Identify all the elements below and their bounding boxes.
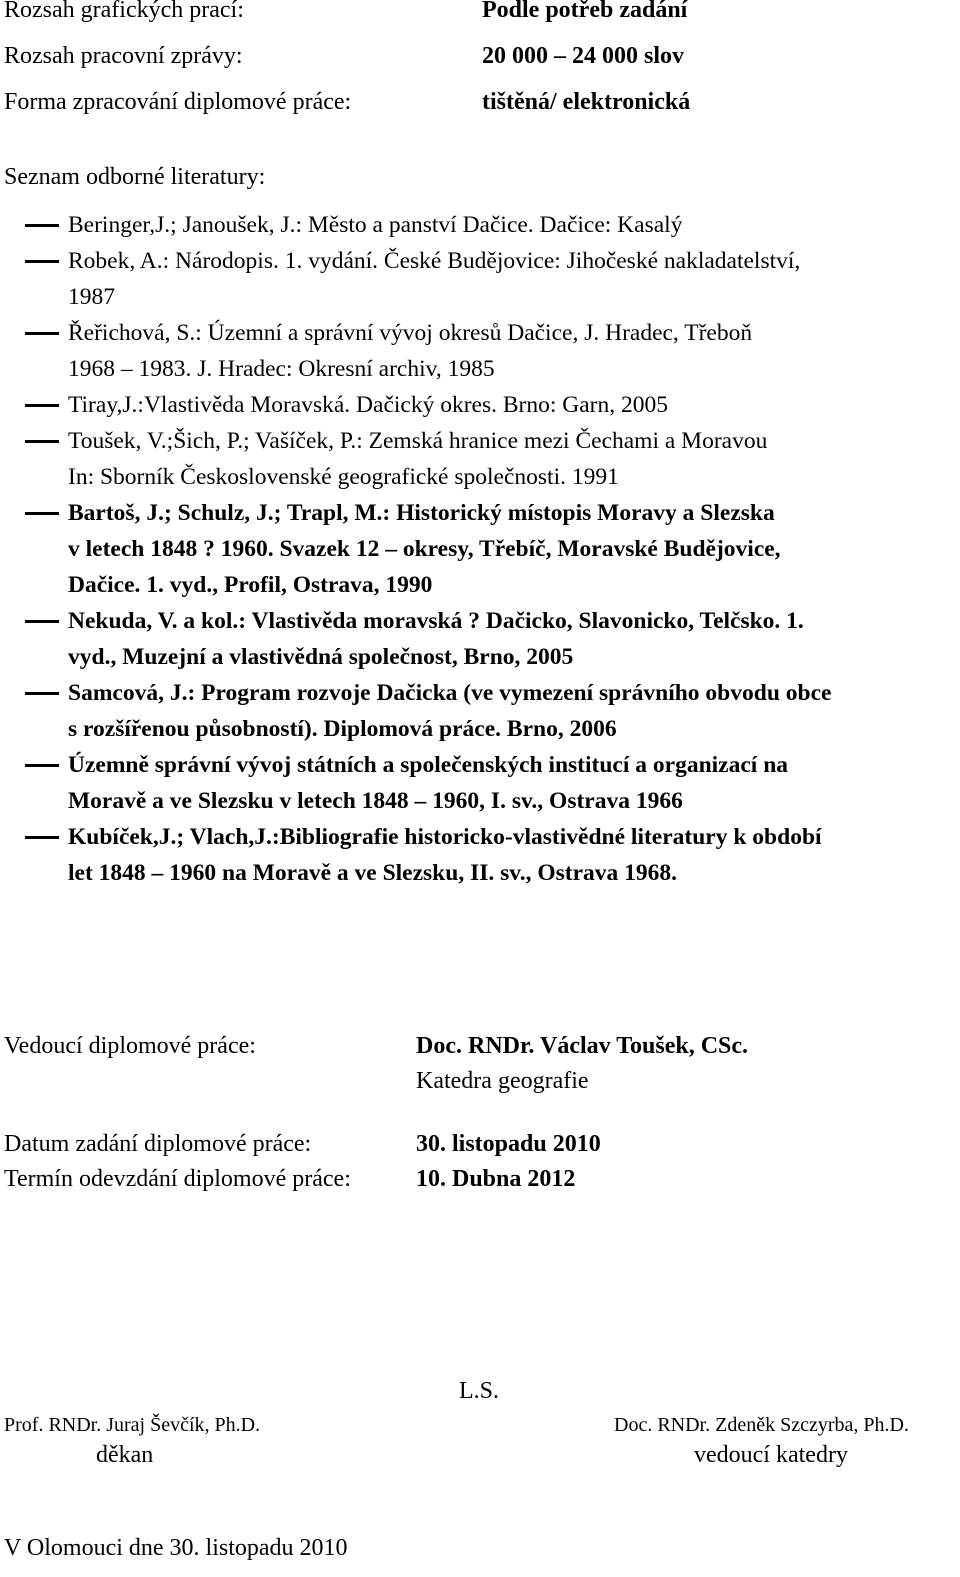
literature-line: s rozšířenou působností). Diplomová práce. Brno, 2006: [68, 716, 617, 742]
literature-line: Moravě a ve Slezsku v letech 1848 – 1960, I. sv., Ostrava 1966: [68, 788, 683, 814]
dash-bullet-icon: [25, 332, 59, 335]
literature-line: Samcová, J.: Program rozvoje Dačicka (ve vymezení správního obvodu obce: [68, 680, 832, 706]
dash-bullet-icon: [25, 620, 59, 623]
dash-bullet-icon: [25, 440, 59, 443]
seal-mark: L.S.: [459, 1378, 500, 1404]
literature-line: Beringer,J.; Janoušek, J.: Město a panství Dačice. Dačice: Kasalý: [68, 212, 683, 238]
dean-name: Prof. RNDr. Juraj Ševčík, Ph.D.: [4, 1414, 261, 1436]
literature-line: vyd., Muzejní a vlastivědná společnost, Brno, 2005: [68, 644, 574, 670]
dash-bullet-icon: [25, 260, 59, 263]
supervisor-label: Vedoucí diplomové práce:: [4, 1033, 256, 1059]
dash-bullet-icon: [25, 764, 59, 767]
literature-line: v letech 1848 ? 1960. Svazek 12 – okresy, Třebíč, Moravské Budějovice,: [68, 536, 781, 562]
literature-line: Bartoš, J.; Schulz, J.; Trapl, M.: Historický místopis Moravy a Slezska: [68, 500, 775, 526]
literature-line: Kubíček,J.; Vlach,J.:Bibliografie historicko-vlastivědné literatury k období: [68, 824, 822, 850]
place-date: V Olomouci dne 30. listopadu 2010: [4, 1535, 348, 1561]
literature-line: 1968 – 1983. J. Hradec: Okresní archiv, 1985: [68, 356, 495, 382]
assignment-date-value: 30. listopadu 2010: [416, 1131, 601, 1157]
field-label-thesis-form: Forma zpracování diplomové práce:: [4, 89, 352, 115]
field-label-report-scope: Rozsah pracovní zprávy:: [4, 43, 243, 69]
literature-line: Robek, A.: Národopis. 1. vydání. České Budějovice: Jihočeské nakladatelství,: [68, 248, 801, 274]
assignment-date-label: Datum zadání diplomové práce:: [4, 1131, 312, 1157]
dash-bullet-icon: [25, 512, 59, 515]
supervisor-department: Katedra geografie: [416, 1068, 589, 1094]
literature-line: let 1848 – 1960 na Moravě a ve Slezsku, II. sv., Ostrava 1968.: [68, 860, 678, 886]
literature-line: Řeřichová, S.: Územní a správní vývoj okresů Dačice, J. Hradec, Třeboň: [68, 320, 753, 346]
field-value-thesis-form: tištěná/ elektronická: [482, 89, 691, 115]
literature-line: Nekuda, V. a kol.: Vlastivěda moravská ? Dačicko, Slavonicko, Telčsko. 1.: [68, 608, 804, 634]
submission-date-label: Termín odevzdání diplomové práce:: [4, 1166, 351, 1192]
dash-bullet-icon: [25, 836, 59, 839]
submission-date-value: 10. Dubna 2012: [416, 1166, 576, 1192]
literature-heading: Seznam odborné literatury:: [4, 164, 266, 190]
dean-role: děkan: [96, 1442, 154, 1468]
dash-bullet-icon: [25, 404, 59, 407]
field-label-graphics-scope: Rozsah grafických prací:: [4, 0, 244, 23]
head-of-department-name: Doc. RNDr. Zdeněk Szczyrba, Ph.D.: [614, 1414, 909, 1436]
field-value-graphics-scope: Podle potřeb zadání: [482, 0, 688, 23]
field-value-report-scope: 20 000 – 24 000 slov: [482, 43, 685, 69]
literature-line: Dačice. 1. vyd., Profil, Ostrava, 1990: [68, 572, 433, 598]
dash-bullet-icon: [25, 224, 59, 227]
literature-line: Tiray,J.:Vlastivěda Moravská. Dačický okres. Brno: Garn, 2005: [68, 392, 669, 418]
head-of-department-role: vedoucí katedry: [694, 1442, 848, 1468]
dash-bullet-icon: [25, 692, 59, 695]
supervisor-name: Doc. RNDr. Václav Toušek, CSc.: [416, 1033, 749, 1059]
literature-line: Toušek, V.;Šich, P.; Vašíček, P.: Zemská hranice mezi Čechami a Moravou: [68, 428, 768, 454]
literature-line: 1987: [68, 284, 115, 310]
literature-line: In: Sborník Československé geografické společnosti. 1991: [68, 464, 619, 490]
literature-line: Územně správní vývoj státních a společenských institucí a organizací na: [68, 752, 789, 778]
